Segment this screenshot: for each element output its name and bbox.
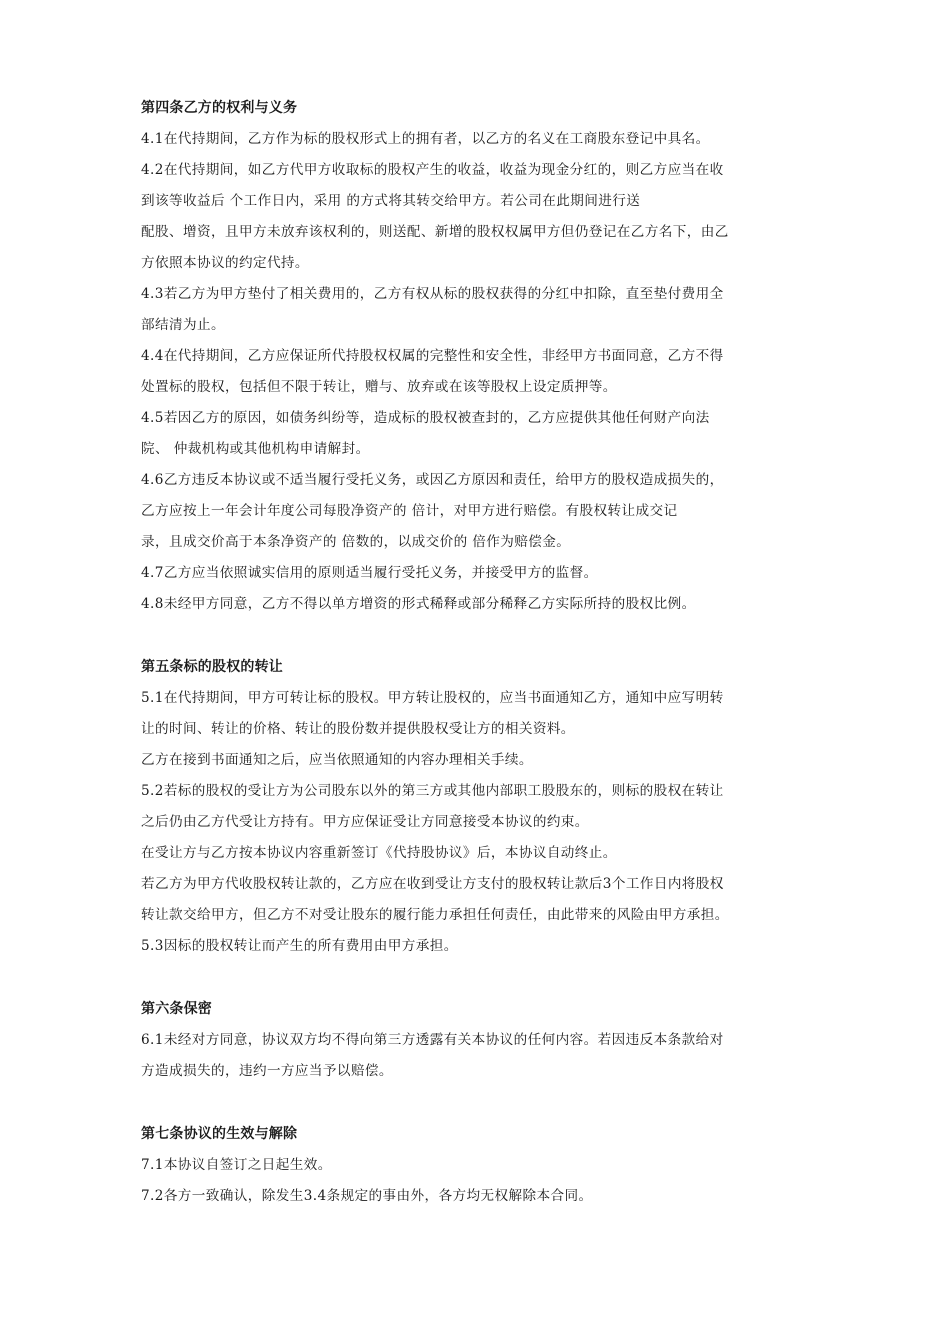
section-heading: 第五条标的股权的转让 (141, 659, 283, 675)
section-heading: 第四条乙方的权利与义务 (141, 100, 298, 116)
section-spacer (141, 620, 817, 652)
paragraph-line: 5.3因标的股权转让而产生的所有费用由甲方承担。 (141, 938, 458, 954)
paragraph-line: 7.2各方一致确认，除发生3.4条规定的事由外，各方均无权解除本合同。 (141, 1188, 593, 1204)
paragraph-line: 方依照本协议的约定代持。 (141, 255, 309, 271)
paragraph-line: 处置标的股权，包括但不限于转让，赠与、放弃或在该等股权上设定质押等。 (141, 379, 617, 395)
paragraph-line: 配股、增资，且甲方未放弃该权利的，则送配、新增的股权权属甲方但仍登记在乙方名下，由乙 (141, 224, 729, 240)
section-heading: 第七条协议的生效与解除 (141, 1126, 298, 1142)
paragraph-line: 4.6乙方违反本协议或不适当履行受托义务，或因乙方原因和责任，给甲方的股权造成损失的， (141, 472, 724, 488)
document-body (141, 93, 817, 1212)
paragraph-line: 到该等收益后 个工作日内，采用 的方式将其转交给甲方。若公司在此期间进行送 (141, 193, 641, 209)
paragraph-line: 乙方在接到书面通知之后，应当依照通知的内容办理相关手续。 (141, 752, 533, 768)
paragraph-line: 部结清为止。 (141, 317, 225, 333)
paragraph-line: 院、 仲裁机构或其他机构申请解封。 (141, 441, 370, 457)
paragraph-line: 若乙方为甲方代收股权转让款的，乙方应在收到受让方支付的股权转让款后3个工作日内将股权 (141, 876, 724, 892)
section-spacer (141, 1087, 817, 1119)
paragraph-line: 7.1本协议自签订之日起生效。 (141, 1157, 332, 1173)
section-article-6 (141, 994, 817, 1087)
paragraph-line: 4.5若因乙方的原因，如债务纠纷等，造成标的股权被查封的，乙方应提供其他任何财产向法 (141, 410, 710, 426)
paragraph-line: 4.3若乙方为甲方垫付了相关费用的，乙方有权从标的股权获得的分红中扣除，直至垫付费用全 (141, 286, 724, 302)
paragraph-line: 乙方应按上一年会计年度公司每股净资产的 倍计，对甲方进行赔偿。有股权转让成交记 (141, 503, 678, 519)
paragraph-line: 4.1在代持期间，乙方作为标的股权形式上的拥有者，以乙方的名义在工商股东登记中具名。 (141, 131, 710, 147)
paragraph-line: 让的时间、转让的价格、转让的股份数并提供股权受让方的相关资料。 (141, 721, 575, 737)
paragraph-line: 录，且成交价高于本条净资产的 倍数的，以成交价的 倍作为赔偿金。 (141, 534, 571, 550)
paragraph-line: 4.2在代持期间，如乙方代甲方收取标的股权产生的收益，收益为现金分红的，则乙方应当在收 (141, 162, 724, 178)
paragraph-line: 在受让方与乙方按本协议内容重新签订《代持股协议》后，本协议自动终止。 (141, 845, 617, 861)
section-article-5 (141, 652, 817, 962)
paragraph-line: 之后仍由乙方代受让方持有。甲方应保证受让方同意接受本协议的约束。 (141, 814, 589, 830)
section-article-4 (141, 93, 817, 620)
section-spacer (141, 962, 817, 994)
paragraph-line: 转让款交给甲方，但乙方不对受让股东的履行能力承担任何责任，由此带来的风险由甲方承担。 (141, 907, 729, 923)
paragraph-line: 4.7乙方应当依照诚实信用的原则适当履行受托义务，并接受甲方的监督。 (141, 565, 598, 581)
paragraph-line: 5.1在代持期间，甲方可转让标的股权。甲方转让股权的，应当书面通知乙方，通知中应写明转 (141, 690, 724, 706)
paragraph-line: 4.4在代持期间，乙方应保证所代持股权权属的完整性和安全性，非经甲方书面同意，乙方不得 (141, 348, 724, 364)
paragraph-line: 4.8未经甲方同意，乙方不得以单方增资的形式稀释或部分稀释乙方实际所持的股权比例。 (141, 596, 696, 612)
paragraph-line: 5.2若标的股权的受让方为公司股东以外的第三方或其他内部职工股股东的，则标的股权在转让 (141, 783, 724, 799)
paragraph-line: 方造成损失的，违约一方应当予以赔偿。 (141, 1063, 393, 1079)
paragraph-line: 6.1未经对方同意，协议双方均不得向第三方透露有关本协议的任何内容。若因违反本条款给对 (141, 1032, 724, 1048)
section-heading: 第六条保密 (141, 1001, 212, 1017)
section-article-7 (141, 1119, 817, 1212)
